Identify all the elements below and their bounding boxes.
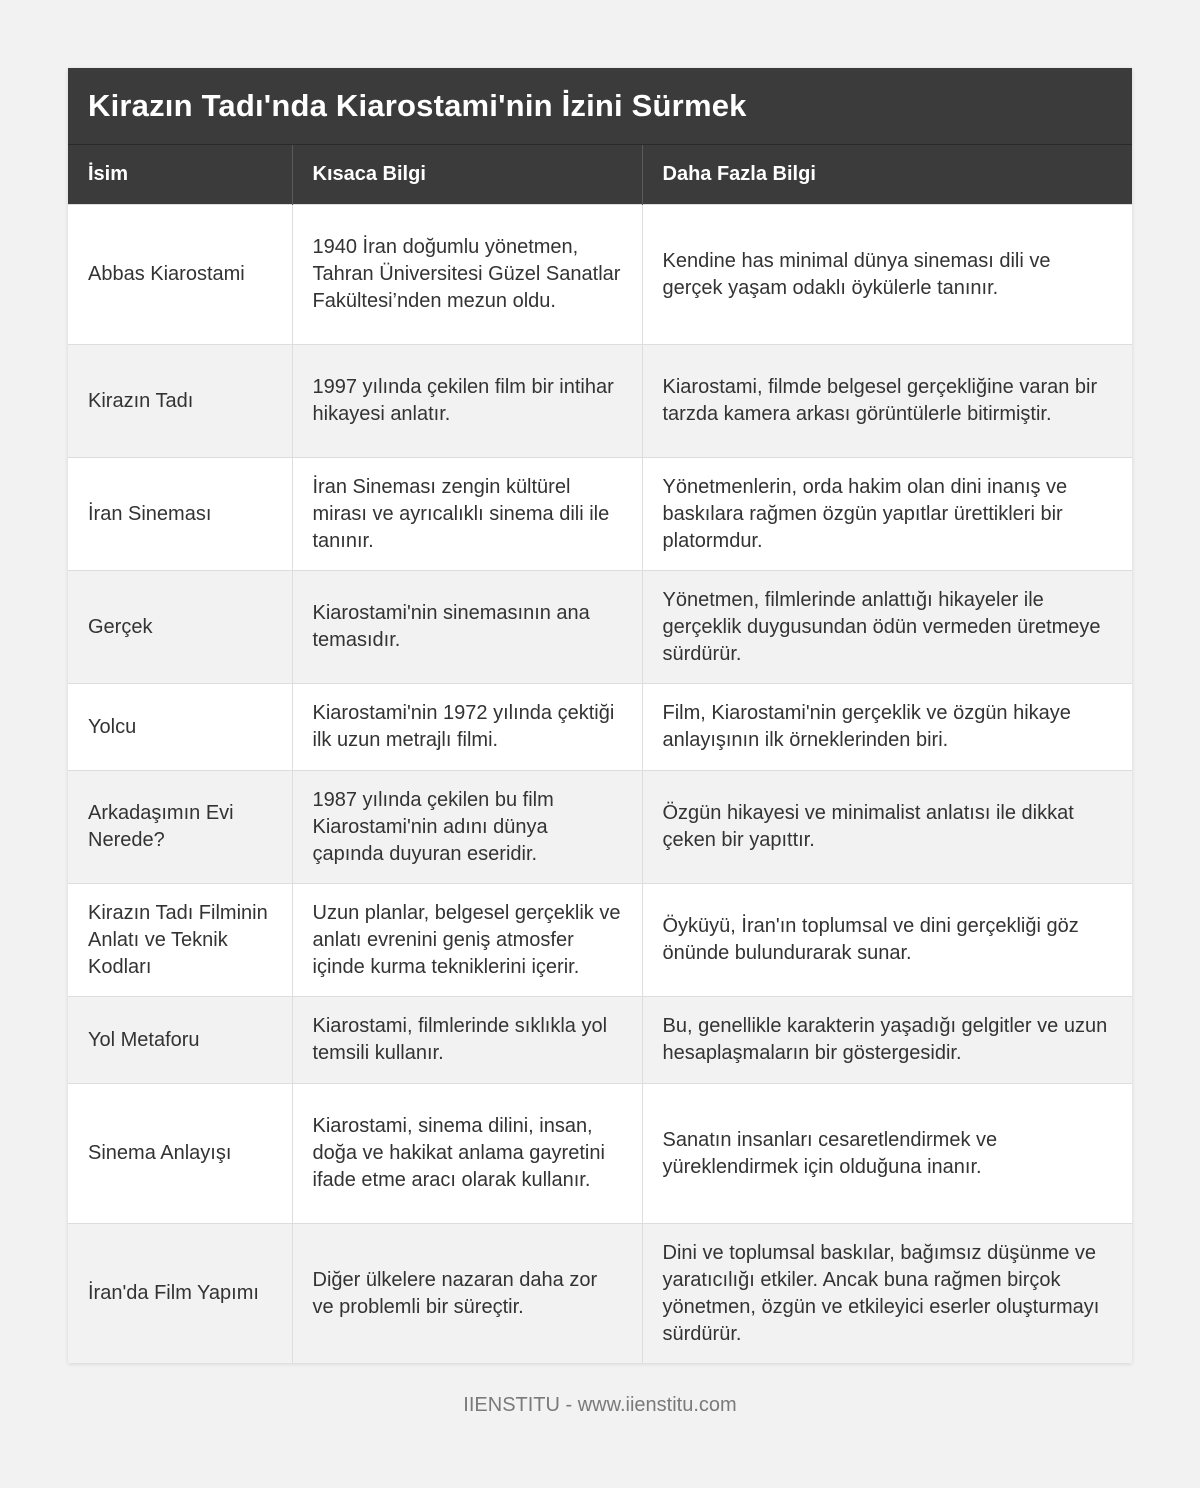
cell-name: Kirazın Tadı <box>68 345 292 458</box>
column-header-short-info: Kısaca Bilgi <box>292 145 642 205</box>
cell-more-info: Kendine has minimal dünya sineması dili ve gerçek yaşam odaklı öykülerle tanınır. <box>642 205 1132 345</box>
table-card <box>68 68 1132 1363</box>
info-table <box>68 145 1132 1363</box>
table-row <box>68 1224 1132 1364</box>
table-row <box>68 571 1132 684</box>
cell-short-info: Kiarostami'nin sinemasının ana temasıdır. <box>292 571 642 684</box>
cell-more-info: Yönetmen, filmlerinde anlattığı hikayeler ile gerçeklik duygusundan ödün vermeden üretmeye sürdürür. <box>642 571 1132 684</box>
title-bar <box>68 68 1132 145</box>
column-header-name: İsim <box>68 145 292 205</box>
cell-short-info: Diğer ülkelere nazaran daha zor ve problemli bir süreçtir. <box>292 1224 642 1364</box>
cell-more-info: Sanatın insanları cesaretlendirmek ve yüreklendirmek için olduğuna inanır. <box>642 1084 1132 1224</box>
cell-short-info: 1987 yılında çekilen bu film Kiarostami'nin adını dünya çapında duyuran eseridir. <box>292 771 642 884</box>
cell-more-info: Öyküyü, İran'ın toplumsal ve dini gerçekliği göz önünde bulundurarak sunar. <box>642 884 1132 997</box>
table-row <box>68 205 1132 345</box>
cell-name: Arkadaşımın Evi Nerede? <box>68 771 292 884</box>
cell-short-info: İran Sineması zengin kültürel mirası ve ayrıcalıklı sinema dili ile tanınır. <box>292 458 642 571</box>
cell-more-info: Dini ve toplumsal baskılar, bağımsız düşünme ve yaratıcılığı etkiler. Ancak buna rağmen birçok yönetmen, özgün ve etkileyici eserler oluşturmayı sürdürür. <box>642 1224 1132 1364</box>
table-header-row <box>68 145 1132 205</box>
cell-short-info: Kiarostami'nin 1972 yılında çektiği ilk uzun metrajlı filmi. <box>292 684 642 771</box>
cell-more-info: Özgün hikayesi ve minimalist anlatısı ile dikkat çeken bir yapıttır. <box>642 771 1132 884</box>
cell-name: Kirazın Tadı Filminin Anlatı ve Teknik Kodları <box>68 884 292 997</box>
table-row <box>68 684 1132 771</box>
table-row <box>68 458 1132 571</box>
cell-more-info: Bu, genellikle karakterin yaşadığı gelgitler ve uzun hesaplaşmaların bir göstergesidir. <box>642 997 1132 1084</box>
cell-name: İran'da Film Yapımı <box>68 1224 292 1364</box>
column-header-more-info: Daha Fazla Bilgi <box>642 145 1132 205</box>
cell-name: Yolcu <box>68 684 292 771</box>
table-row <box>68 345 1132 458</box>
table-row <box>68 1084 1132 1224</box>
table-row <box>68 771 1132 884</box>
cell-name: Abbas Kiarostami <box>68 205 292 345</box>
cell-name: İran Sineması <box>68 458 292 571</box>
cell-more-info: Film, Kiarostami'nin gerçeklik ve özgün hikaye anlayışının ilk örneklerinden biri. <box>642 684 1132 771</box>
cell-short-info: Kiarostami, filmlerinde sıklıkla yol temsili kullanır. <box>292 997 642 1084</box>
cell-name: Gerçek <box>68 571 292 684</box>
footer-credit: IIENSTITU - www.iienstitu.com <box>463 1394 737 1416</box>
cell-name: Sinema Anlayışı <box>68 1084 292 1224</box>
cell-short-info: Uzun planlar, belgesel gerçeklik ve anlatı evrenini geniş atmosfer içinde kurma tekniklerini içerir. <box>292 884 642 997</box>
cell-short-info: 1940 İran doğumlu yönetmen, Tahran Üniversitesi Güzel Sanatlar Fakültesi’nden mezun oldu. <box>292 205 642 345</box>
table-row <box>68 884 1132 997</box>
cell-more-info: Kiarostami, filmde belgesel gerçekliğine varan bir tarzda kamera arkası görüntülerle bitirmiştir. <box>642 345 1132 458</box>
table-row <box>68 997 1132 1084</box>
cell-short-info: Kiarostami, sinema dilini, insan, doğa ve hakikat anlama gayretini ifade etme aracı olarak kullanır. <box>292 1084 642 1224</box>
cell-more-info: Yönetmenlerin, orda hakim olan dini inanış ve baskılara rağmen özgün yapıtlar ürettikleri bir platormdur. <box>642 458 1132 571</box>
cell-name: Yol Metaforu <box>68 997 292 1084</box>
cell-short-info: 1997 yılında çekilen film bir intihar hikayesi anlatır. <box>292 345 642 458</box>
page-title: Kirazın Tadı'nda Kiarostami'nin İzini Sürmek <box>88 88 747 123</box>
